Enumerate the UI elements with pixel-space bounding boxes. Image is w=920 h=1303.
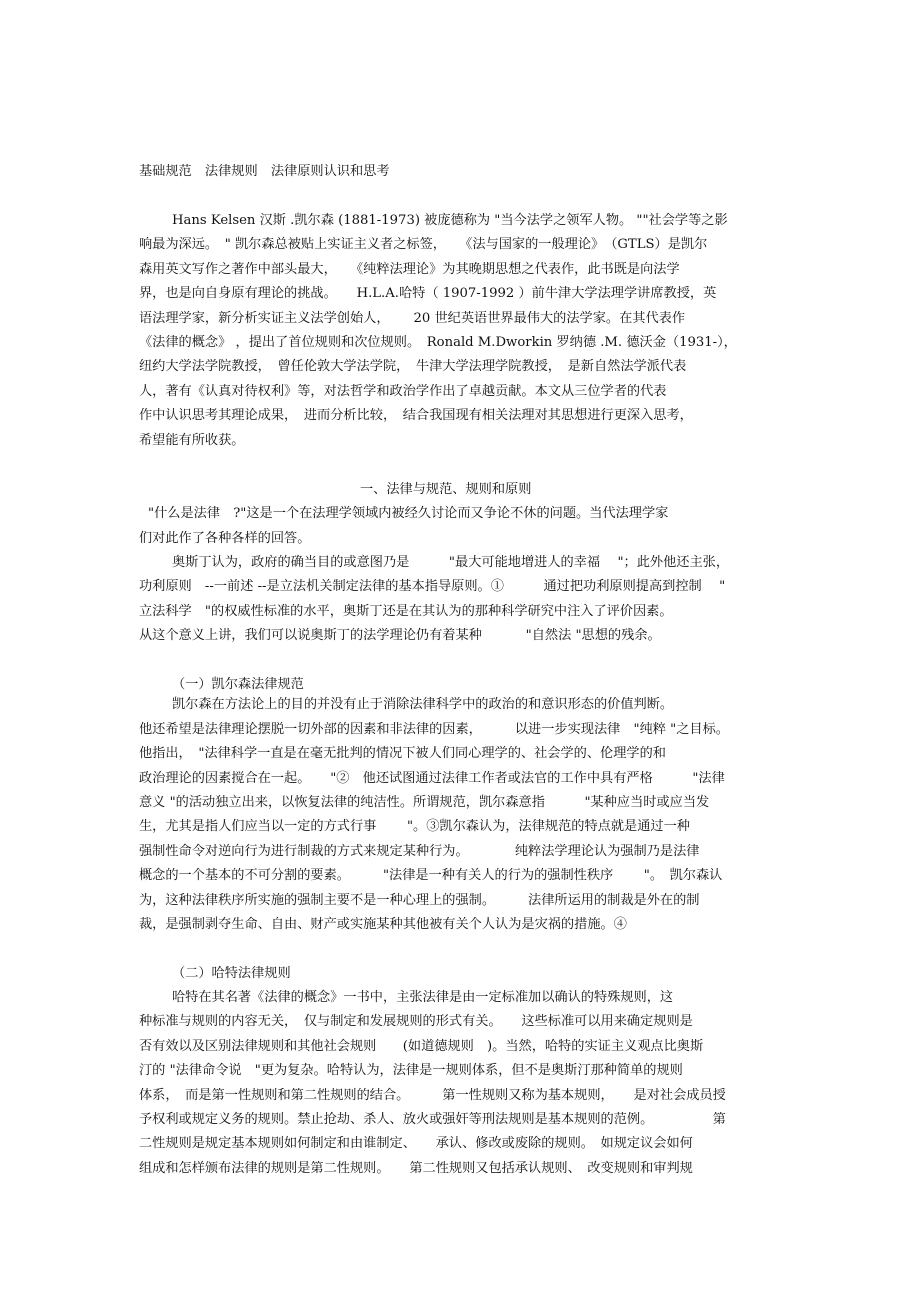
paragraph-line: 政治理论的因素搅合在一起。 "② 他还试图通过法律工作者或法官的工作中具有严格 "法律: [139, 771, 725, 786]
subsection-heading: （二）哈特法律规则: [172, 966, 291, 981]
intro-line: 人，著有《认真对待权利》等，对法哲学和政治学作出了卓越贡献。本文从三位学者的代表: [139, 384, 667, 399]
paragraph-line: 凯尔森在方法论上的目的并没有止于消除法律科学中的政治的和意识形态的价值判断。: [172, 697, 674, 712]
intro-line: 语法理学家，新分析实证主义法学创始人， 20 世纪英语世界最伟大的法学家。在其代表作: [139, 311, 686, 326]
paragraph-line: 立法科学 "的权威性标准的水平，奥斯丁还是在其认为的那种科学研究中注入了评价因素。: [139, 604, 673, 619]
intro-line: 界，也是向自身原有理论的挑战。 H.L.A.哈特（ 1907-1992 ）前牛津大学法理学讲席教授，英: [139, 286, 717, 301]
document-title: 基础规范 法律规则 法律原则认识和思考: [139, 164, 390, 179]
paragraph-line: 他还希望是法律理论摆脱一切外部的因素和非法律的因素， 以进一步实现法律 "纯粹 "之目标。: [139, 722, 729, 737]
paragraph-line: 汀的 "法律命令说 "更为复杂。哈特认为，法律是一规则体系，但不是奥斯汀那种简单的规则: [139, 1063, 683, 1078]
paragraph-line: 二性规则是规定基本规则如何制定和由谁制定、 承认、修改或废除的规则。 如规定议会如何: [139, 1136, 693, 1151]
intro-line: 纽约大学法学院教授， 曾任伦敦大学法学院， 牛津大学法理学院教授， 是新自然法学派代表: [139, 359, 687, 374]
subsection-heading: （一）凯尔森法律规范: [172, 677, 304, 692]
paragraph-line: 为，这种法律秩序所实施的强制主要不是一种心理上的强制。 法律所运用的制裁是外在的制: [139, 893, 700, 908]
paragraph-line: 他指出， "法律科学一直是在毫无批判的情况下被人们同心理学的、社会学的、伦理学的和: [139, 746, 666, 761]
section-heading: 一、法律与规范、规则和原则: [360, 482, 532, 497]
intro-line: 希望能有所收获。: [139, 433, 245, 448]
paragraph-line: "什么是法律 ?"这是一个在法理学领域内被经久讨论而又争论不休的问题。当代法理学家: [148, 506, 669, 521]
intro-line: Hans Kelsen 汉斯 .凯尔森 (1881-1973) 被庞德称为 "当今法学之领军人物。 ""社会学等之影: [172, 213, 728, 228]
paragraph-line: 组成和怎样颁布法律的规则是第二性规则。 第二性规则又包括承认规则、 改变规则和审判规: [139, 1161, 693, 1176]
paragraph-line: 种标准与规则的内容无关， 仅与制定和发展规则的形式有关。 这些标准可以用来确定规则是: [139, 1014, 693, 1029]
paragraph-line: 裁，是强制剥夺生命、自由、财产或实施某种其他被有关个人认为是灾祸的措施。④: [139, 917, 627, 932]
paragraph-line: 生，尤其是指人们应当以一定的方式行事 "。③凯尔森认为，法律规范的特点就是通过一种: [139, 819, 690, 834]
paragraph-line: 哈特在其名著《法律的概念》一书中，主张法律是由一定标准加以确认的特殊规则，这: [172, 990, 674, 1005]
paragraph-line: 体系， 而是第一性规则和第二性规则的结合。 第一性规则又称为基本规则， 是对社会成员授: [139, 1088, 726, 1103]
paragraph-line: 予权利或规定义务的规则。禁止抢劫、杀人、放火或强奸等刑法规则是基本规则的范例。 第: [139, 1112, 726, 1127]
paragraph-line: 奥斯丁认为，政府的确当目的或意图乃是 "最大可能地增进人的幸福 "；此外他还主张，: [172, 555, 730, 570]
paragraph-line: 功利原则 --一前述 --是立法机关制定法律的基本指导原则。① 通过把功利原则提高到控制 ": [139, 579, 726, 594]
intro-line: 作中认识思考其理论成果， 进而分析比较， 结合我国现有相关法理对其思想进行更深入思考，: [139, 408, 693, 423]
paragraph-line: 强制性命令对逆向行为进行制裁的方式来规定某种行为。 纯粹法学理论认为强制乃是法律: [139, 844, 700, 859]
intro-line: 《法律的概念》 ，提出了首位规则和次位规则。 Ronald M.Dworkin 罗纳德 .M. 德沃金（1931-），: [139, 335, 737, 350]
paragraph-line: 们对此作了各种各样的回答。: [139, 531, 311, 546]
paragraph-line: 否有效以及区别法律规则和其他社会规则 (如道德规则 )。当然，哈特的实证主义观点比奥斯: [139, 1039, 704, 1054]
paragraph-line: 概念的一个基本的不可分割的要素。 "法律是一种有关人的行为的强制性秩序 "。 凯尔森认: [139, 868, 723, 883]
paragraph-line: 意义 "的活动独立出来，以恢复法律的纯洁性。所谓规范，凯尔森意指 "某种应当时或应当发: [139, 795, 710, 810]
intro-line: 森用英文写作之著作中部头最大， 《纯粹法理论》为其晚期思想之代表作，此书既是向法学: [139, 262, 680, 277]
intro-line: 响最为深远。 " 凯尔森总被贴上实证主义者之标签， 《法与国家的一般理论》 （GTLS）是凯尔: [139, 237, 708, 252]
paragraph-line: 从这个意义上讲，我们可以说奥斯丁的法学理论仍有着某种 "自然法 "思想的残余。: [139, 628, 661, 643]
